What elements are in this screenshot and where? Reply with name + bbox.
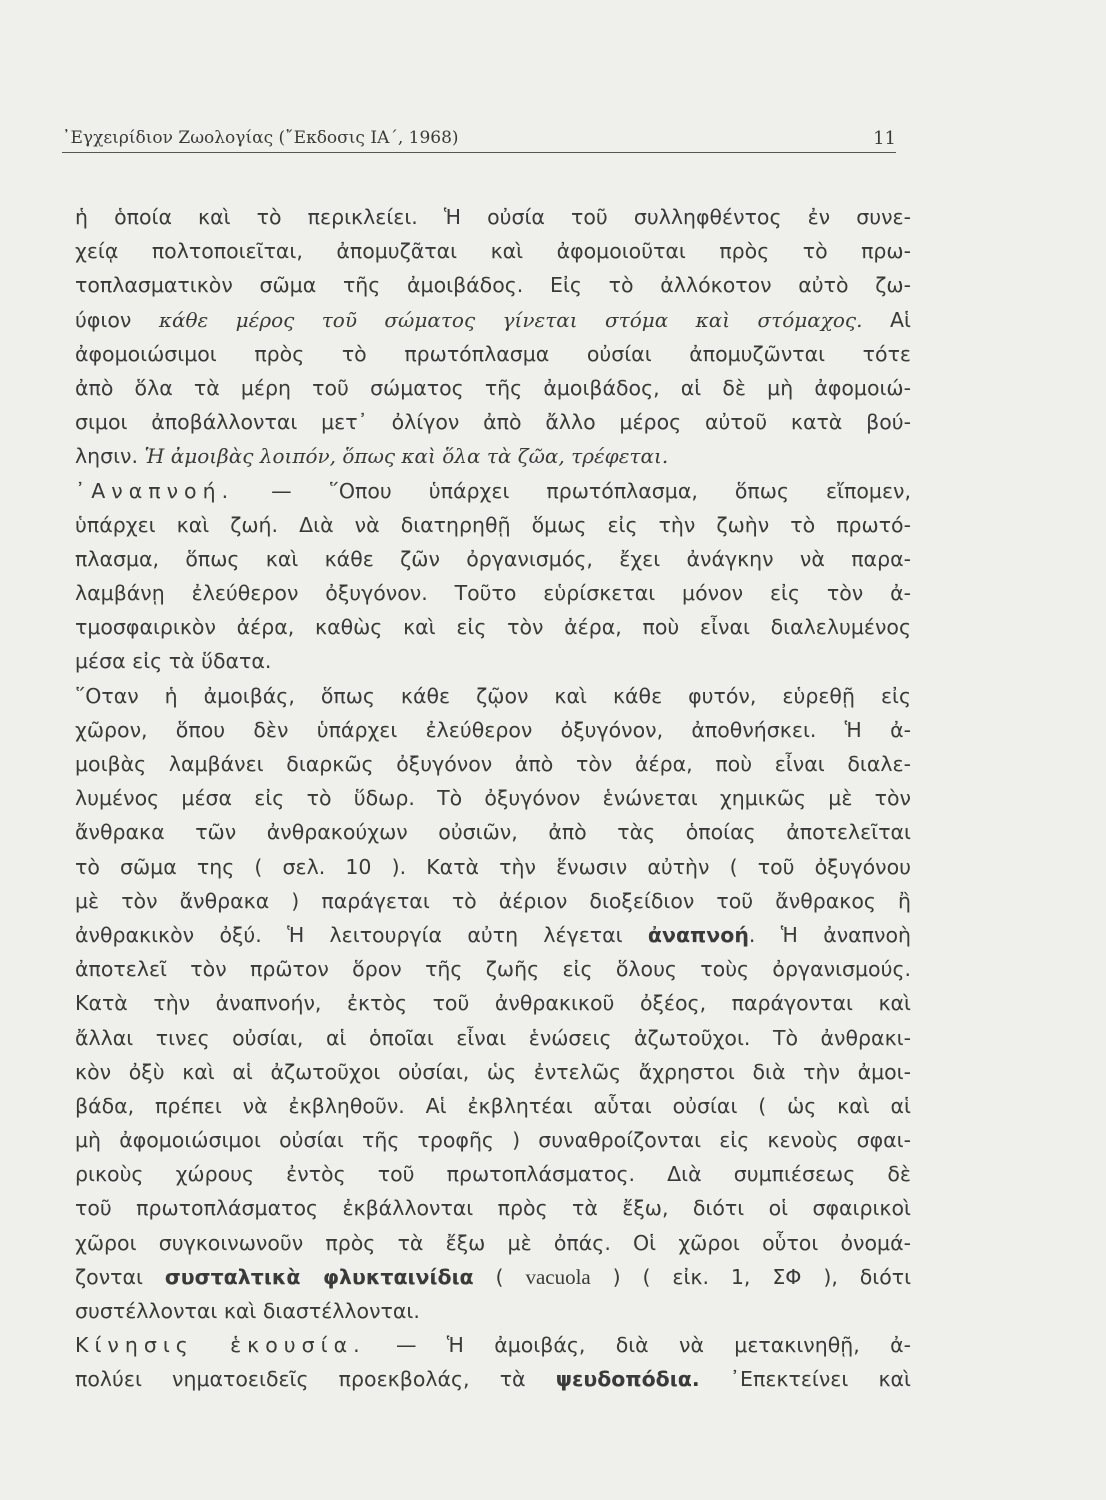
text-line xyxy=(75,1157,911,1191)
text-segment: κὸν ὀξὺ καὶ αἱ ἀζωτοῦχοι οὐσίαι, ὡς ἐντελῶς ἄχρηστοι διὰ τὴν ἀμοι- xyxy=(75,1059,911,1084)
text-segment: σιμοι ἀποβάλλονται μετ᾽ ὀλίγον ἀπὸ ἄλλο μέρος αὐτοῦ κατὰ βού- xyxy=(75,410,911,435)
text-line xyxy=(75,1055,911,1089)
text-line xyxy=(75,474,911,508)
running-header xyxy=(62,128,896,153)
text-segment: βάδα, πρέπει νὰ ἐκβληθοῦν. Αἱ ἐκβλητέαι αὗται οὐσίαι ( ὡς καὶ αἱ xyxy=(75,1093,911,1118)
text-segment: ἄλλαι τινες οὐσίαι, αἱ ὁποῖαι εἶναι ἑνώσεις ἀζωτοῦχοι. Τὸ ἀνθρακι- xyxy=(75,1025,911,1050)
text-line xyxy=(75,713,911,747)
text-segment: πολύει νηματοειδεῖς προεκβολάς, τὰ xyxy=(75,1367,556,1392)
bold-term: συσταλτικὰ φλυκταινίδια xyxy=(164,1264,474,1289)
text-line xyxy=(75,1191,911,1225)
header-title: ᾽Εγχειρίδιον Ζωολογίας (῎Εκδοσις ΙΑ΄, 1968) xyxy=(62,128,459,148)
text-segment: χείᾳ πολτοποιεῖται, ἀπομυζᾶται καὶ ἀφομοιοῦται πρὸς τὸ πρω- xyxy=(75,239,911,264)
text-segment: τοῦ πρωτοπλάσματος ἐκβάλλονται πρὸς τὰ ἔξω, διότι οἱ σφαιρικοὶ xyxy=(75,1196,911,1221)
text-line xyxy=(75,815,911,849)
text-segment: ζονται xyxy=(75,1264,165,1289)
text-line xyxy=(75,884,911,918)
text-segment: — ῞Οπου ὑπάρχει πρωτόπλασμα, ὅπως εἴπομεν, xyxy=(234,478,911,503)
text-segment: συστέλλονται καὶ διαστέλλονται. xyxy=(75,1299,420,1323)
italic-phrase: Ἡ ἀμοιβὰς λοιπόν, ὅπως καὶ ὅλα τὰ ζῶα, τρέφεται. xyxy=(144,444,669,469)
text-line xyxy=(75,679,911,713)
text-segment: χῶροι συγκοινωνοῦν πρὸς τὰ ἔξω μὲ ὀπάς. Οἱ χῶροι οὗτοι ὀνομά- xyxy=(75,1230,911,1255)
text-segment: μοιβὰς λαμβάνει διαρκῶς ὀξυγόνον ἀπὸ τὸν ἀέρα, ποὺ εἶναι διαλε- xyxy=(75,752,911,776)
section-heading: ᾽Αναπνοή. xyxy=(75,478,235,503)
text-segment: λυμένος μέσα εἰς τὸ ὕδωρ. Τὸ ὀξυγόνον ἑνώνεται χημικῶς μὲ τὸν xyxy=(75,786,911,811)
text-line xyxy=(75,303,911,337)
text-line xyxy=(75,1362,911,1396)
text-segment: τὸ σῶμα της ( σελ. 10 ). Κατὰ τὴν ἕνωσιν αὐτὴν ( τοῦ ὀξυγόνου xyxy=(75,854,911,879)
text-line xyxy=(75,405,911,439)
text-segment: ἡ ὁποία καὶ τὸ περικλείει. Ἡ οὐσία τοῦ συλληφθέντος ἐν συνε- xyxy=(75,205,911,229)
text-line xyxy=(75,644,911,678)
text-segment: . Ἡ ἀναπνοὴ xyxy=(748,922,911,947)
bold-term: ἀναπνοή xyxy=(647,922,749,947)
text-segment: ( xyxy=(473,1264,526,1289)
text-line xyxy=(75,918,911,952)
text-line xyxy=(75,1021,911,1055)
text-line xyxy=(75,200,911,234)
italic-phrase: κάθε μέρος τοῦ σώματος γίνεται στόμα καὶ στόμαχος. xyxy=(158,307,863,332)
text-segment: μέσα εἰς τὰ ὕδατα. xyxy=(75,649,272,674)
text-line xyxy=(75,576,911,610)
bold-term: ψευδοπόδια. xyxy=(555,1367,700,1392)
text-line xyxy=(75,1260,911,1294)
text-segment: ρικοὺς χώρους ἐντὸς τοῦ πρωτοπλάσματος. Διὰ συμπιέσεως δὲ xyxy=(75,1162,911,1187)
text-segment: ὑπάρχει καὶ ζωή. Διὰ νὰ διατηρηθῇ ὅμως εἰς τὴν ζωὴν τὸ πρωτό- xyxy=(75,512,911,537)
text-segment: μὴ ἀφομοιώσιμοι οὐσίαι τῆς τροφῆς ) συναθροίζονται εἰς κενοὺς σφαι- xyxy=(75,1128,911,1153)
text-segment: — Ἡ ἀμοιβάς, διὰ νὰ μετακινηθῇ, ἀ- xyxy=(365,1333,911,1358)
text-segment: ῞Οταν ἡ ἀμοιβάς, ὅπως κάθε ζῷον καὶ κάθε φυτόν, εὑρεθῇ εἰς xyxy=(75,683,911,708)
page-number: 11 xyxy=(873,128,896,149)
text-segment: Κατὰ τὴν ἀναπνοήν, ἐκτὸς τοῦ ἀνθρακικοῦ ὀξέος, παράγονται καὶ xyxy=(75,991,911,1016)
text-segment: ἄνθρακα τῶν ἀνθρακούχων οὐσιῶν, ἀπὸ τὰς ὁποίας ἀποτελεῖται xyxy=(75,820,911,845)
text-line xyxy=(75,747,911,781)
body-text xyxy=(75,200,911,1397)
text-segment: λησιν. xyxy=(75,444,145,469)
text-segment: τοπλασματικὸν σῶμα τῆς ἀμοιβάδος. Εἰς τὸ ἀλλόκοτον αὐτὸ ζω- xyxy=(75,273,911,298)
text-line xyxy=(75,610,911,644)
text-segment: μὲ τὸν ἄνθρακα ) παράγεται τὸ ἀέριον διοξείδιον τοῦ ἄνθρακος ἢ xyxy=(75,888,911,913)
text-line xyxy=(75,508,911,542)
text-segment: ) ( εἰκ. 1, ΣΦ ), διότι xyxy=(590,1264,911,1289)
text-segment: ἀφομοιώσιμοι πρὸς τὸ πρωτόπλασμα οὐσίαι ἀπομυζῶνται τότε xyxy=(75,341,911,366)
text-line xyxy=(75,781,911,815)
text-line xyxy=(75,1328,911,1362)
text-line xyxy=(75,1089,911,1123)
text-segment: ύφιον xyxy=(75,307,159,332)
text-segment: τμοσφαιρικὸν ἀέρα, καθὼς καὶ εἰς τὸν ἀέρα, ποὺ εἶναι διαλελυμένος xyxy=(75,615,911,640)
text-line xyxy=(75,268,911,302)
text-line xyxy=(75,234,911,268)
section-heading: Κίνησις ἑκουσία. xyxy=(75,1333,366,1358)
text-segment: πλασμα, ὅπως καὶ κάθε ζῶν ὀργανισμός, ἔχει ἀνάγκην νὰ παρα- xyxy=(75,546,911,571)
text-line xyxy=(75,439,911,473)
text-segment: ἀνθρακικὸν ὀξύ. Ἡ λειτουργία αὐτη λέγεται xyxy=(75,922,648,947)
text-segment: ἀπὸ ὅλα τὰ μέρη τοῦ σώματος τῆς ἀμοιβάδος, αἱ δὲ μὴ ἀφομοιώ- xyxy=(75,375,911,400)
text-line xyxy=(75,542,911,576)
text-segment: λαμβάνῃ ἐλεύθερον ὀξυγόνον. Τοῦτο εὑρίσκεται μόνον εἰς τὸν ἀ- xyxy=(75,581,911,606)
text-line xyxy=(75,850,911,884)
text-segment: vacuola xyxy=(525,1264,591,1289)
text-line xyxy=(75,337,911,371)
text-line xyxy=(75,986,911,1020)
text-segment: ἀποτελεῖ τὸν πρῶτον ὅρον τῆς ζωῆς εἰς ὅλους τοὺς ὀργανισμούς. xyxy=(75,957,911,982)
text-line xyxy=(75,1226,911,1260)
text-segment: χῶρον, ὅπου δὲν ὑπάρχει ἐλεύθερον ὀξυγόνον, ἀποθνήσκει. Ἡ ἀ- xyxy=(75,717,911,742)
text-line xyxy=(75,371,911,405)
text-segment: Αἱ xyxy=(862,307,911,332)
text-line xyxy=(75,952,911,986)
text-line xyxy=(75,1294,911,1328)
text-segment: ᾽Επεκτείνει καὶ xyxy=(699,1367,911,1392)
text-line xyxy=(75,1123,911,1157)
